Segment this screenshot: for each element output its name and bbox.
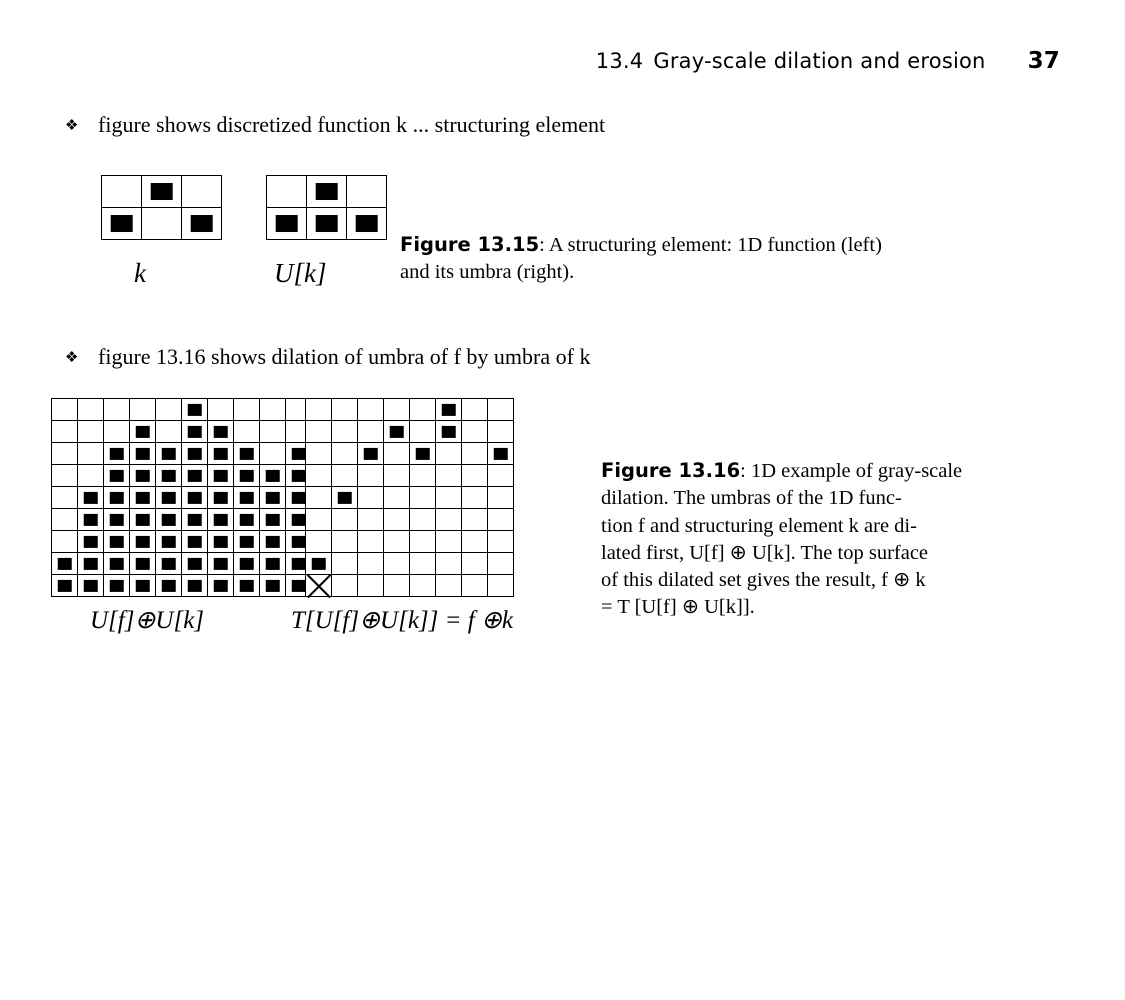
grid-cell: [182, 208, 222, 240]
grid-cell: [234, 443, 260, 465]
grid-cell: [142, 176, 182, 208]
label-top-surface: T[U[f]⊕U[k]] = f ⊕k: [291, 607, 513, 634]
grid-cell: [267, 208, 307, 240]
grid-cell: [488, 531, 514, 553]
grid-cell: [130, 553, 156, 575]
grid-cell: [358, 509, 384, 531]
grid-cell: [347, 208, 387, 240]
grid-cell: [208, 575, 234, 597]
bullet-text-2: figure 13.16 shows dilation of umbra of f by umbra of k: [98, 344, 591, 369]
grid-cell: [306, 487, 332, 509]
grid-cell: [182, 421, 208, 443]
grid-cell: [306, 421, 332, 443]
grid-cell: [182, 487, 208, 509]
grid-cell: [436, 465, 462, 487]
bullet-item-2: [65, 344, 591, 370]
grid-cell: [156, 575, 182, 597]
grid-cell: [260, 509, 286, 531]
grid-cell: [104, 575, 130, 597]
grid-cell: [208, 531, 234, 553]
grid-cell: [306, 575, 332, 597]
grid-cell: [436, 443, 462, 465]
grid-cell: [306, 553, 332, 575]
grid-cell: [306, 443, 332, 465]
grid-cell: [104, 553, 130, 575]
grid-cell: [156, 443, 182, 465]
grid-cell: [234, 531, 260, 553]
bullet-dot-icon: ❖: [65, 350, 79, 366]
grid-cell: [260, 487, 286, 509]
grid-cell: [410, 443, 436, 465]
grid-cell: [78, 487, 104, 509]
grid-cell: [182, 531, 208, 553]
bullet-text-1: figure shows discretized function k ... structuring element: [98, 112, 606, 137]
grid-umbra-dilation: [51, 398, 312, 597]
grid-cell: [488, 553, 514, 575]
grid-cell: [462, 553, 488, 575]
grid-cell: [182, 465, 208, 487]
grid-cell: [436, 575, 462, 597]
grid-cell: [488, 443, 514, 465]
grid-cell: [358, 421, 384, 443]
grid-cell: [182, 575, 208, 597]
grid-cell: [52, 509, 78, 531]
grid-cell: [488, 421, 514, 443]
grid-cell: [332, 443, 358, 465]
grid-cell: [182, 509, 208, 531]
grid-cell: [104, 531, 130, 553]
grid-cell: [52, 465, 78, 487]
grid-cell: [52, 443, 78, 465]
grid-cell: [104, 421, 130, 443]
bullet-item-1: [65, 112, 606, 138]
grid-cell: [436, 531, 462, 553]
grid-cell: [234, 553, 260, 575]
grid-cell: [384, 465, 410, 487]
grid-cell: [234, 399, 260, 421]
grid-cell: [104, 487, 130, 509]
grid-cell: [78, 399, 104, 421]
grid-cell: [52, 487, 78, 509]
grid-top-surface: [305, 398, 514, 597]
grid-cell: [462, 443, 488, 465]
grid-cell: [182, 553, 208, 575]
grid-cell: [384, 443, 410, 465]
grid-cell: [462, 531, 488, 553]
grid-cell: [156, 465, 182, 487]
grid-cell: [130, 443, 156, 465]
caption-1316-line3: tion f and structuring element k are di-: [601, 514, 917, 537]
grid-cell: [410, 421, 436, 443]
grid-cell: [410, 553, 436, 575]
grid-cell: [78, 531, 104, 553]
label-uk: U[k]: [274, 258, 327, 288]
grid-cell: [436, 399, 462, 421]
grid-cell: [208, 443, 234, 465]
grid-cell: [234, 487, 260, 509]
grid-cell: [410, 465, 436, 487]
grid-cell: [142, 208, 182, 240]
grid-cell: [488, 399, 514, 421]
grid-cell: [52, 553, 78, 575]
grid-cell: [384, 531, 410, 553]
grid-cell: [462, 487, 488, 509]
grid-cell: [384, 399, 410, 421]
grid-cell: [267, 176, 307, 208]
grid-cell: [130, 531, 156, 553]
grid-cell: [78, 421, 104, 443]
grid-cell: [182, 176, 222, 208]
grid-cell: [488, 575, 514, 597]
page-number: 37: [1027, 48, 1060, 74]
grid-cell: [52, 399, 78, 421]
grid-cell: [104, 399, 130, 421]
label-umbra-dilation: U[f]⊕U[k]: [90, 607, 205, 634]
caption-1315-bold: Figure 13.15: [400, 233, 540, 256]
grid-cell: [358, 465, 384, 487]
grid-cell: [462, 399, 488, 421]
grid-cell: [384, 575, 410, 597]
grid-cell: [332, 575, 358, 597]
caption-1315-line1: : A structuring element: 1D function (left): [539, 234, 882, 256]
grid-cell: [410, 487, 436, 509]
grid-cell: [384, 487, 410, 509]
grid-cell: [384, 421, 410, 443]
grid-cell: [208, 487, 234, 509]
grid-cell: [436, 509, 462, 531]
caption-1316-line5: of this dilated set gives the result, f ⊕ k: [601, 569, 926, 591]
grid-cell: [78, 553, 104, 575]
grid-cell: [462, 509, 488, 531]
grid-cell: [52, 421, 78, 443]
caption-1315-line2: and its umbra (right).: [400, 261, 575, 284]
grid-cell: [332, 553, 358, 575]
label-k: k: [134, 258, 146, 288]
grid-cell: [130, 399, 156, 421]
grid-cell: [156, 399, 182, 421]
grid-cell: [208, 399, 234, 421]
grid-cell: [234, 509, 260, 531]
grid-cell: [488, 509, 514, 531]
grid-cell: [234, 421, 260, 443]
grid-cell: [156, 553, 182, 575]
grid-cell: [102, 176, 142, 208]
grid-cell: [102, 208, 142, 240]
caption-figure-13-16: [601, 458, 1051, 622]
grid-cell: [104, 443, 130, 465]
grid-cell: [52, 531, 78, 553]
grid-cell: [130, 575, 156, 597]
caption-1316-line4: lated first, U[f] ⊕ U[k]. The top surface: [601, 541, 929, 564]
grid-cell: [260, 443, 286, 465]
caption-1316-line2: dilation. The umbras of the 1D func-: [601, 487, 902, 510]
caption-1316-line1: : 1D example of gray-scale: [740, 460, 963, 482]
grid-cell: [306, 399, 332, 421]
grid-cell: [260, 399, 286, 421]
grid-cell: [306, 531, 332, 553]
grid-cell: [208, 421, 234, 443]
grid-cell: [358, 575, 384, 597]
grid-cell: [410, 531, 436, 553]
grid-cell: [182, 443, 208, 465]
grid-cell: [260, 531, 286, 553]
grid-cell: [332, 531, 358, 553]
bullet-dot-icon: ❖: [65, 118, 79, 134]
grid-cell: [358, 531, 384, 553]
grid-cell: [208, 465, 234, 487]
grid-cell: [156, 531, 182, 553]
grid-cell: [436, 553, 462, 575]
grid-cell: [306, 465, 332, 487]
grid-cell: [78, 465, 104, 487]
grid-cell: [358, 553, 384, 575]
grid-cell: [260, 575, 286, 597]
grid-uk: [266, 175, 387, 240]
grid-cell: [488, 487, 514, 509]
grid-cell: [384, 553, 410, 575]
caption-1316-line6: = T [U[f] ⊕ U[k]].: [601, 596, 755, 619]
grid-cell: [78, 443, 104, 465]
grid-cell: [358, 443, 384, 465]
grid-cell: [306, 509, 332, 531]
grid-cell: [260, 421, 286, 443]
grid-cell: [208, 509, 234, 531]
grid-cell: [436, 487, 462, 509]
grid-cell: [130, 487, 156, 509]
grid-cell: [410, 575, 436, 597]
header-section-number: 13.4: [595, 49, 644, 73]
grid-cell: [358, 487, 384, 509]
grid-cell: [104, 465, 130, 487]
grid-cell: [130, 465, 156, 487]
grid-cell: [260, 465, 286, 487]
page-header: [0, 48, 1060, 74]
grid-cell: [436, 421, 462, 443]
grid-cell: [182, 399, 208, 421]
grid-cell: [52, 575, 78, 597]
grid-cell: [156, 487, 182, 509]
grid-cell: [410, 509, 436, 531]
grid-cell: [104, 509, 130, 531]
grid-cell: [358, 399, 384, 421]
grid-cell: [78, 509, 104, 531]
grid-k: [101, 175, 222, 240]
grid-cell: [332, 487, 358, 509]
caption-figure-13-15: [400, 232, 1050, 287]
grid-cell: [234, 465, 260, 487]
header-section-title: Gray-scale dilation and erosion: [653, 49, 986, 73]
grid-cell: [488, 465, 514, 487]
grid-cell: [410, 399, 436, 421]
grid-cell: [130, 509, 156, 531]
grid-cell: [234, 575, 260, 597]
grid-cell: [347, 176, 387, 208]
grid-cell: [332, 421, 358, 443]
caption-1316-bold: Figure 13.16: [601, 459, 741, 482]
grid-cell: [78, 575, 104, 597]
grid-cell: [307, 176, 347, 208]
grid-cell: [332, 399, 358, 421]
grid-cell: [462, 575, 488, 597]
grid-cell: [332, 509, 358, 531]
grid-cell: [156, 509, 182, 531]
grid-cell: [260, 553, 286, 575]
grid-cell: [156, 421, 182, 443]
grid-cell: [384, 509, 410, 531]
grid-cell: [462, 465, 488, 487]
grid-cell: [130, 421, 156, 443]
grid-cell: [208, 553, 234, 575]
grid-cell: [332, 465, 358, 487]
grid-cell: [307, 208, 347, 240]
grid-cell: [462, 421, 488, 443]
